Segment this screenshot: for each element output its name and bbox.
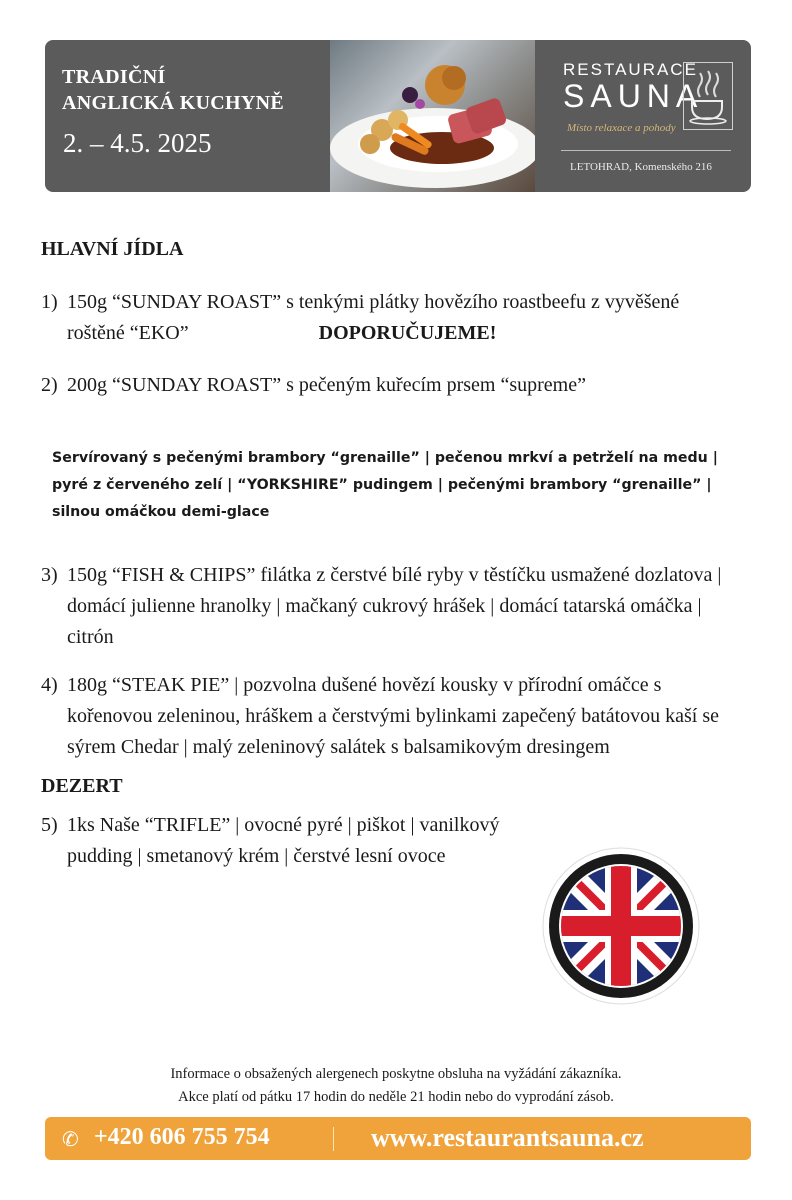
contact-divider bbox=[333, 1127, 334, 1151]
menu-content bbox=[41, 238, 741, 872]
logo-sauna: SAUNA bbox=[563, 78, 704, 114]
restaurant-address: LETOHRAD, Komenského 216 bbox=[570, 161, 712, 173]
item-number: 4) bbox=[41, 674, 58, 696]
allergen-note: Informace o obsažených alergenech poskytne obsluha na vyžádání zákazníka. bbox=[170, 1066, 622, 1082]
served-with-note: Servírovaný s pečenými brambory “grenaille” | pečenou mrkví a petrželí na medu | pyré z červeného zelí | “YORKSHIRE” pudingem | pečenými brambory “grenaille” | silnou omáčkou demi-glace bbox=[52, 450, 718, 520]
dessert-heading: DEZERT bbox=[41, 775, 123, 797]
promo-title: TRADIČNÍ ANGLICKÁ KUCHYNĚ bbox=[62, 66, 285, 114]
sunday-roast-photo bbox=[330, 40, 535, 192]
phone-number[interactable]: +420 606 755 754 bbox=[94, 1124, 270, 1150]
item-number: 2) bbox=[41, 374, 58, 396]
phone-icon: ✆ bbox=[62, 1129, 79, 1151]
main-dishes-heading: HLAVNÍ JÍDLA bbox=[41, 238, 184, 260]
item-text: 1ks Naše “TRIFLE” | ovocné pyré | piškot | vanilkový pudding | smetanový krém | čerstvé lesní ovoce bbox=[67, 814, 500, 867]
item-text: 200g “SUNDAY ROAST” s pečeným kuřecím prsem “supreme” bbox=[67, 374, 586, 396]
coffee-cup-icon bbox=[683, 62, 733, 130]
contact-bar bbox=[45, 1117, 751, 1160]
item-text: 150g “SUNDAY ROAST” s tenkými plátky hovězího roastbeefu z vyvěšené roštěné “EKO” bbox=[67, 291, 680, 344]
header-banner bbox=[45, 40, 751, 192]
logo-restaurace: RESTAURACE bbox=[563, 60, 698, 79]
roast-plate-illustration bbox=[330, 40, 535, 192]
promo-panel bbox=[45, 40, 330, 192]
menu-item-3 bbox=[41, 560, 741, 653]
logo-slogan: Místo relaxace a pohody bbox=[567, 122, 676, 134]
restaurant-logo-panel bbox=[535, 40, 751, 192]
website-link[interactable]: www.restaurantsauna.cz bbox=[371, 1123, 644, 1152]
item-number: 5) bbox=[41, 814, 58, 836]
item-text: 180g “STEAK PIE” | pozvolna dušené hovězí kousky v přírodní omáčce s kořenovou zeleninou, hráškem a čerstvými bylinkami zapečený batátovou kaší se sýrem Chedar | malý zeleninový salátek s balsamikovým dresingem bbox=[67, 674, 720, 758]
uk-flag-badge bbox=[541, 846, 701, 1006]
item-description bbox=[67, 287, 741, 349]
menu-item-5 bbox=[41, 810, 521, 872]
offer-note: Akce platí od pátku 17 hodin do neděle 21 hodin nebo do vyprodání zásob. bbox=[178, 1089, 614, 1105]
item-text: 150g “FISH & CHIPS” filátka z čerstvé bílé ryby v těstíčku usmažené dozlatova | domácí julienne hranolky | mačkaný cukrový hrášek | domácí tatarská omáčka | citrón bbox=[67, 564, 722, 648]
menu-item-1 bbox=[41, 287, 741, 349]
menu-item-2 bbox=[41, 370, 741, 401]
menu-item-4 bbox=[41, 670, 741, 763]
item-number: 1) bbox=[41, 291, 58, 313]
logo-divider bbox=[561, 150, 731, 151]
item-number: 3) bbox=[41, 564, 58, 586]
recommend-badge: DOPORUČUJEME! bbox=[318, 322, 497, 344]
promo-date: 2. – 4.5. 2025 bbox=[63, 128, 212, 158]
